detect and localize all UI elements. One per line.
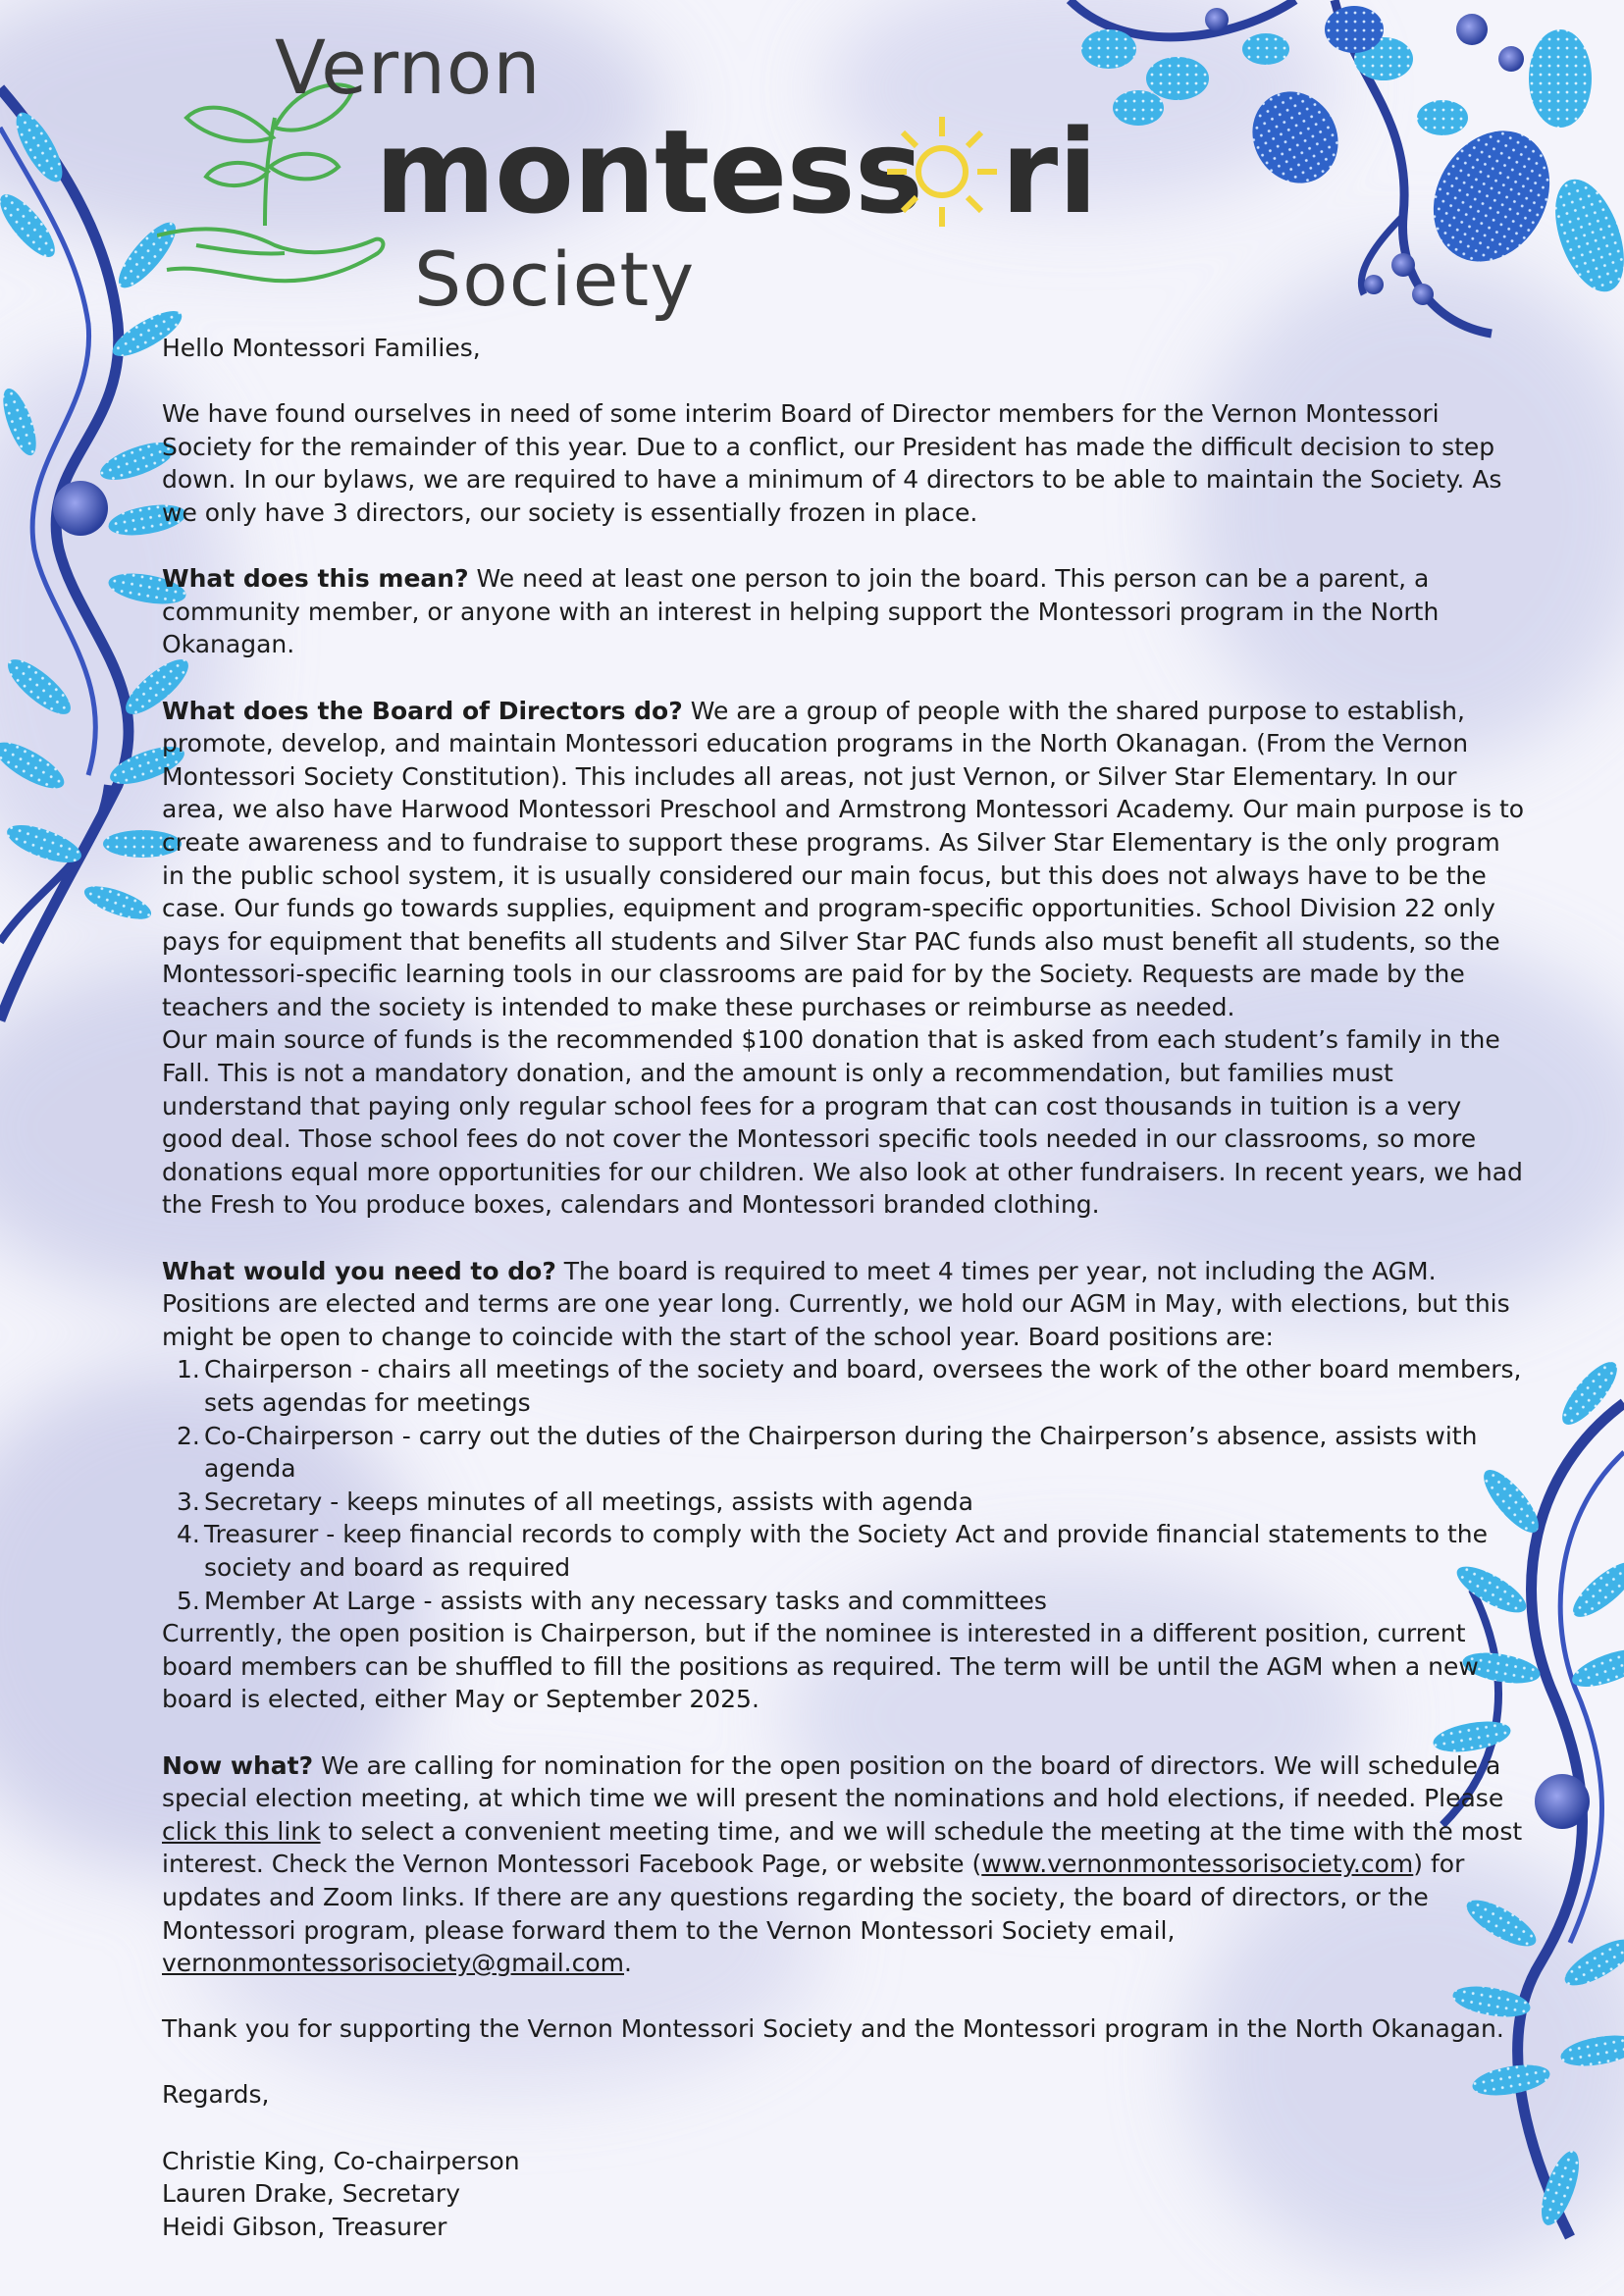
what-does-this-mean-paragraph: What does this mean? We need at least one person to join the board. This person can be a parent, a community member, or anyone with an interest in helping support the Montessori program in the North Okanagan. (162, 564, 1440, 659)
signature-line: Christie King, Co-chairperson (162, 2146, 520, 2175)
list-item: 3. Secretary - keeps minutes of all meetings, assists with agenda (177, 1487, 973, 1516)
list-item: 4. Treasurer - keep financial records to comply with the Society Act and provide financial statements to the society and board as required (177, 1520, 1488, 1582)
regards: Regards, (162, 2080, 270, 2110)
thanks-paragraph: Thank you for supporting the Vernon Montessori Society and the Montessori program in the North Okanagan. (162, 2014, 1504, 2044)
intro-paragraph: We have found ourselves in need of some interim Board of Director members for the Vernon Montessori Society for the remainder of this year. Due to a conflict, our President has made the difficult decision to step down. In our bylaws, we are required to have a minimum of 4 directors to be able to maintain the Society. As we only have 3 directors, our society is essentially frozen in place. (162, 399, 1502, 527)
heading-what-does-this-mean: What does this mean? (162, 564, 469, 594)
duties-paragraph: What would you need to do? The board is required to meet 4 times per year, not including the AGM. Positions are elected and terms are one year long. Currently, we hold our AGM in May, with elections, but this might be open to change to coincide with the start of the school year. Board positions are: (162, 1256, 1510, 1351)
heading-duties: What would you need to do? (162, 1256, 556, 1285)
list-item: 2. Co-Chairperson - carry out the duties of the Chairperson during the Chairperson’s absence, assists with agenda (177, 1421, 1478, 1484)
open-position-paragraph: Currently, the open position is Chairperson, but if the nominee is interested in a different position, current board members can be shuffled to fill the positions as required. The term will be until the AGM when a new board is elected, either May or September 2025. (162, 1619, 1479, 1714)
letter-body (162, 332, 1526, 2243)
logo-word-society: Society (414, 235, 696, 323)
board-positions-list (162, 1353, 1526, 1617)
signature-line: Heidi Gibson, Treasurer (162, 2212, 447, 2241)
list-item: 5. Member At Large - assists with any necessary tasks and committees (177, 1586, 1047, 1615)
sun-icon (883, 113, 1001, 231)
logo-word-vernon: Vernon (275, 24, 542, 111)
email-link[interactable]: vernonmontessorisociety@gmail.com (162, 1949, 625, 1978)
signature-line: Lauren Drake, Secretary (162, 2179, 461, 2209)
logo-word-montessori-end: ri (1001, 104, 1098, 239)
board-role-paragraph: What does the Board of Directors do? We are a group of people with the shared purpose to establish, promote, develop, and maintain Montessori education programs in the North Okanagan. (From the Vernon Montessori Society Constitution). This includes all areas, not just Vernon, or Silver Star Elementary. In our area, we also have Harwood Montessori Preschool and Armstrong Montessori Academy. Our main purpose is to create awareness and to fundraise to support these programs. As Silver Star Elementary is the only program in the public school system, it is usually considered our main focus, but this does not always have to be the case. Our funds go towards supplies, equipment and program-specific opportunities. School Division 22 only pays for equipment that benefits all students and Silver Star PAC funds also must benefit all students, so the Montessori-specific learning tools in our classrooms are paid for by the Society. Requests are made by the teachers and the society is intended to make these purchases or reimburse as needed. (162, 696, 1525, 1021)
hand-plant-icon (157, 78, 393, 304)
heading-board-role: What does the Board of Directors do? (162, 696, 683, 725)
society-logo (157, 20, 1197, 334)
logo-word-montessori-start: montess (375, 104, 922, 239)
heading-now-what: Now what? (162, 1750, 314, 1780)
now-what-paragraph: Now what? We are calling for nomination for the open position on the board of directors. We will schedule a special election meeting, at which time we will present the nominations and hold elections, if needed. Please click this link to select a convenient meeting time, and we will schedule the meeting at the time with the most interest. Check the Vernon Montessori Facebook Page, or website (www.vernonmontessorisociety.com) for updates and Zoom links. If there are any questions regarding the society, the board of directors, or the Montessori program, please forward them to the Vernon Montessori Society email, vernonmontessorisociety@gmail.com. (162, 1750, 1523, 1978)
list-item: 1. Chairperson - chairs all meetings of the society and board, oversees the work of the other board members, sets agendas for meetings (177, 1355, 1522, 1417)
website-link[interactable]: www.vernonmontessorisociety.com (981, 1850, 1414, 1879)
funding-paragraph: Our main source of funds is the recommended $100 donation that is asked from each student’s family in the Fall. This is not a mandatory donation, and the amount is only a recommendation, but families must understand that paying only regular school fees for a program that can cost thousands in tuition is a very good deal. Those school fees do not cover the Montessori specific tools needed in our classrooms, so more donations equal more opportunities for our children. We also look at other fundraisers. In recent years, we had the Fresh to You produce boxes, calendars and Montessori branded clothing. (162, 1025, 1523, 1220)
meeting-time-link[interactable]: click this link (162, 1816, 321, 1846)
greeting: Hello Montessori Families, (162, 334, 481, 362)
